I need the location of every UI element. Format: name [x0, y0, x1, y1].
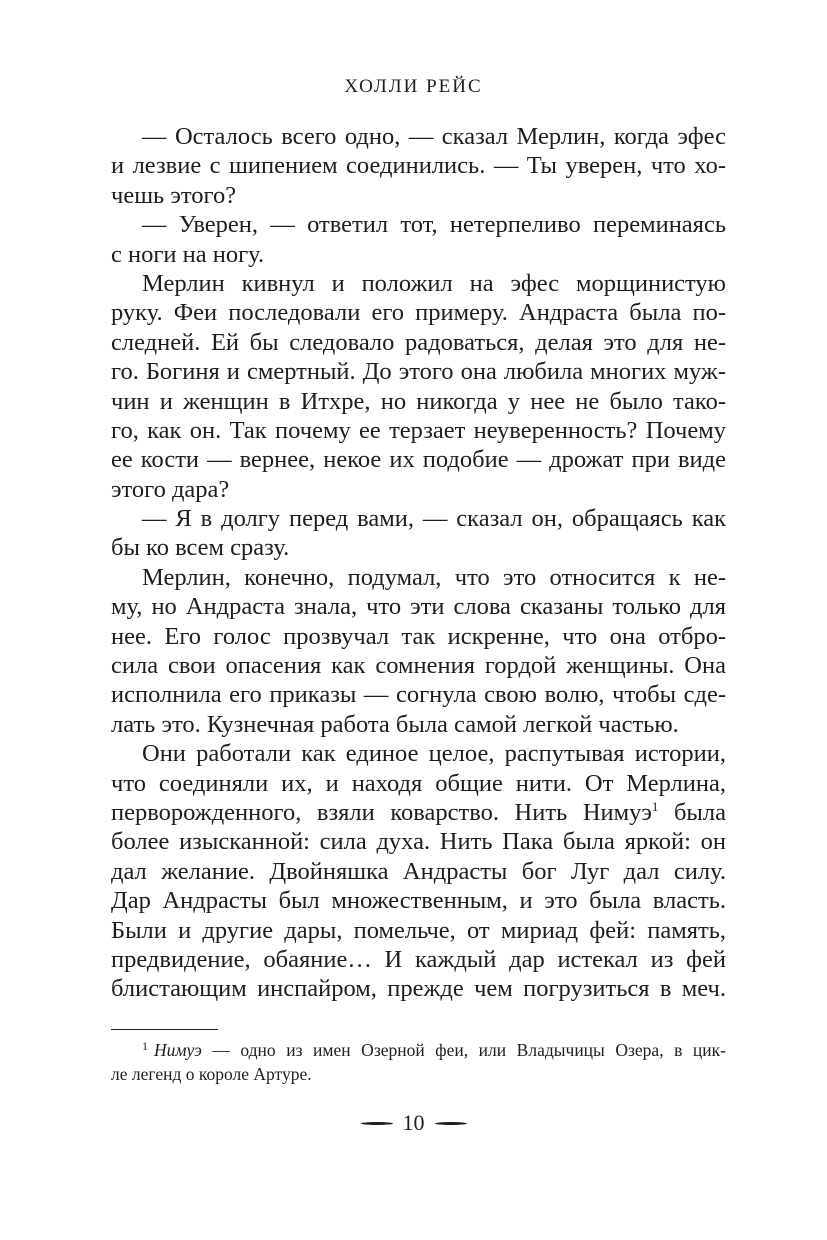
footnote-line [111, 1038, 726, 1062]
text-line [111, 974, 726, 1003]
footnote-reference[interactable]: 1 [651, 798, 659, 814]
text-line [111, 945, 726, 974]
page-number-value: 10 [402, 1110, 425, 1135]
folio-ornament-left [361, 1122, 393, 1125]
text-line [111, 886, 726, 915]
text-line [111, 739, 726, 768]
text-line [111, 651, 726, 680]
text-line [111, 592, 726, 621]
text-line [111, 328, 726, 357]
text-line-content: Были и другие дары, помельче, от мириад фей: память, [111, 916, 726, 944]
text-line-content: была [658, 798, 726, 826]
text-line [111, 151, 726, 180]
text-line-content: предвидение, обаяние… И каждый дар истекал из фей [111, 945, 726, 973]
text-line-content: этого дара? [111, 475, 230, 503]
text-line-content: дал желание. Двойняшка Андрасты бог Луг дал силу. [111, 857, 726, 885]
text-line-content: нее. Его голос прозвучал так искренне, что она отбро- [111, 622, 726, 650]
text-line [111, 416, 726, 445]
text-line-content: ее кости — вернее, некое их подобие — дрожат при виде [111, 446, 726, 474]
text-line [111, 827, 726, 856]
text-line [111, 387, 726, 416]
text-line-content: — Осталось всего одно, — сказал Мерлин, когда эфес [142, 123, 726, 150]
text-line-content: Мерлин кивнул и положил на эфес морщинистую [142, 269, 726, 297]
text-line [111, 680, 726, 709]
text-line [111, 710, 726, 739]
text-line-content: перворожденного, взяли коварство. Нить Нимуэ [111, 798, 652, 826]
footnote-line: ле легенд о короле Артуре. [111, 1064, 312, 1084]
text-line [111, 857, 726, 886]
page-number [0, 1110, 827, 1136]
text-line-content: блистающим инспайром, прежде чем погрузиться в меч. [111, 975, 726, 1003]
text-line [111, 769, 726, 798]
text-line-content: Мерлин, конечно, подумал, что это относится к не- [142, 563, 726, 591]
text-line [111, 357, 726, 386]
text-line-content: что соединяли их, и находя общие нити. От Мерлина, [111, 769, 726, 797]
text-line-content: лать это. Кузнечная работа была самой легкой частью. [111, 710, 679, 738]
footnote [111, 1038, 726, 1086]
text-line [111, 533, 726, 562]
running-head: ХОЛЛИ РЕЙС [344, 76, 483, 97]
text-line-content: с ноги на ногу. [111, 240, 265, 268]
text-line [111, 269, 726, 298]
text-line [111, 622, 726, 651]
text-line [111, 798, 726, 827]
text-line-content: го, как он. Так почему ее терзает неуверенность? Почему [111, 416, 726, 444]
footnote-divider [111, 1029, 218, 1030]
text-line-content: Дар Андрасты был множественным, и это была власть. [111, 887, 726, 915]
footnote-term: Нимуэ [154, 1040, 202, 1060]
text-line [111, 445, 726, 474]
text-line [111, 122, 726, 151]
footnote-text: — одно из имен Озерной феи, или Владычицы Озера, в цик- [201, 1040, 726, 1060]
text-line [111, 916, 726, 945]
text-line-content: исполнила его приказы — согнула свою волю, чтобы сде- [111, 681, 726, 709]
text-line-content: — Я в долгу перед вами, — сказал он, обращаясь как [142, 505, 726, 533]
text-line-content: му, но Андраста знала, что эти слова сказаны только для [111, 593, 726, 621]
text-line-content: следней. Ей бы следовало радоваться, делая это для не- [111, 328, 726, 356]
text-line-content: — Уверен, — ответил тот, нетерпеливо переминаясь [142, 211, 726, 239]
text-line [111, 504, 726, 533]
text-line [111, 210, 726, 239]
text-line [111, 181, 726, 210]
body-text [111, 122, 726, 1004]
text-line-content: чешь этого? [111, 181, 237, 209]
text-line-content: го. Богиня и смертный. До этого она любила многих муж- [111, 358, 726, 386]
footnote-mark: 1 [142, 1039, 148, 1053]
folio-ornament-right [435, 1122, 467, 1125]
text-line-content: руку. Феи последовали его примеру. Андраста была по- [111, 299, 726, 327]
text-line-content: бы ко всем сразу. [111, 534, 290, 562]
text-line [111, 475, 726, 504]
text-line-content: и лезвие с шипением соединились. — Ты уверен, что хо- [111, 152, 726, 180]
text-line [111, 563, 726, 592]
text-line-content: Они работали как единое целое, распутывая истории, [142, 740, 726, 768]
text-line-content: более изысканной: сила духа. Нить Пака была яркой: он [111, 828, 726, 856]
text-line-content: чин и женщин в Итхре, но никогда у нее не было тако- [111, 387, 726, 415]
text-line [111, 298, 726, 327]
text-line [111, 240, 726, 269]
text-line-content: сила свои опасения как сомнения гордой женщины. Она [111, 652, 726, 680]
